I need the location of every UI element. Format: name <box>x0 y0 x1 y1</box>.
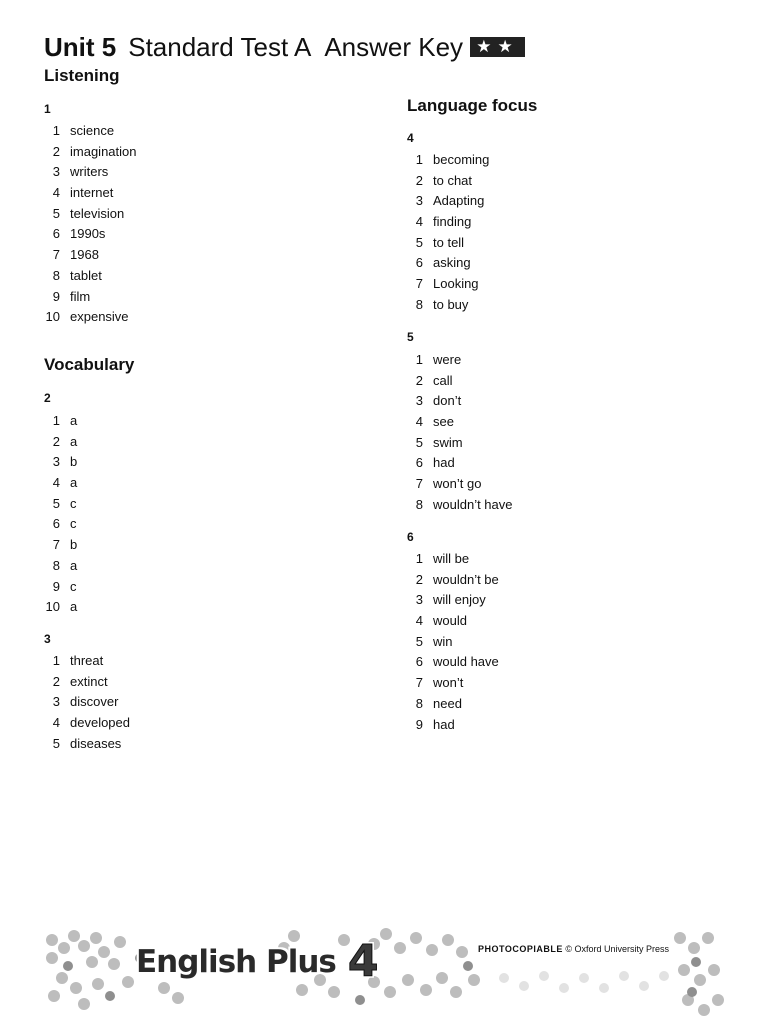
answer-item <box>407 549 499 570</box>
answer-text: b <box>70 454 78 470</box>
answer-number: 4 <box>415 414 423 430</box>
answer-item <box>44 266 137 287</box>
answer-item <box>407 570 499 591</box>
answer-item <box>407 715 499 736</box>
answer-number: 4 <box>415 214 423 230</box>
answer-item <box>44 597 77 618</box>
answer-item <box>44 473 77 494</box>
answer-number: 5 <box>52 205 60 221</box>
answer-text: will be <box>433 551 470 566</box>
difficulty-stars: ★★ <box>470 37 524 57</box>
answer-item <box>407 150 489 171</box>
answer-number: 8 <box>415 296 423 312</box>
answer-number: 5 <box>415 234 423 250</box>
answer-number: 4 <box>52 715 60 731</box>
answer-text: 1968 <box>70 247 99 263</box>
answer-item <box>407 391 513 412</box>
answer-text: won’t go <box>433 476 482 492</box>
answer-text: had <box>433 716 455 732</box>
answer-item <box>407 453 513 474</box>
answer-text: wouldn’t have <box>433 496 513 512</box>
answer-text: writers <box>70 164 109 180</box>
footer-banner <box>44 918 724 1018</box>
answer-number: 6 <box>52 226 60 242</box>
question-number: 6 <box>407 530 414 544</box>
answer-text: 1990s <box>70 226 106 242</box>
answer-text: expensive <box>70 309 129 325</box>
answer-item <box>407 295 489 316</box>
answer-number: 10 <box>45 309 60 325</box>
answer-text: a <box>70 557 78 573</box>
answer-list <box>407 549 499 735</box>
answer-item <box>44 577 77 598</box>
answer-number: 1 <box>415 152 423 167</box>
answer-text: to tell <box>433 234 465 250</box>
answer-item <box>44 204 137 225</box>
answer-item <box>407 253 489 274</box>
answer-number: 4 <box>52 475 60 491</box>
answer-item <box>44 494 77 515</box>
answer-item <box>407 212 489 233</box>
answer-number: 9 <box>52 288 60 304</box>
answer-text: c <box>70 495 77 511</box>
question-number: 2 <box>44 391 51 405</box>
answer-text: finding <box>433 214 472 230</box>
copyright-notice <box>478 944 669 954</box>
answer-number: 6 <box>52 516 60 532</box>
answer-text: Looking <box>433 276 479 292</box>
answer-text: win <box>433 633 453 649</box>
answer-number: 7 <box>52 537 60 553</box>
answer-text: threat <box>70 653 104 668</box>
answer-number: 9 <box>415 716 423 732</box>
answer-number: 3 <box>415 193 423 209</box>
answer-item <box>407 590 499 611</box>
answer-item <box>44 432 77 453</box>
answer-text: discover <box>70 694 119 710</box>
answer-text: television <box>70 205 125 221</box>
test-label: Standard Test A <box>128 32 312 62</box>
answer-item <box>407 233 489 254</box>
answer-number: 1 <box>415 551 423 566</box>
answer-number: 3 <box>52 694 60 710</box>
answer-text: a <box>70 475 78 491</box>
answer-number: 5 <box>52 495 60 511</box>
answer-text: c <box>70 516 77 532</box>
answer-item <box>44 535 77 556</box>
answer-list <box>44 651 130 754</box>
answer-text: internet <box>70 185 114 201</box>
section-listening: Listening <box>44 66 120 85</box>
answer-text: had <box>433 455 455 471</box>
answer-item <box>407 274 489 295</box>
section-vocabulary: Vocabulary <box>44 355 135 374</box>
answer-item <box>44 672 130 693</box>
answer-number: 3 <box>415 592 423 608</box>
question-number: 5 <box>407 330 414 344</box>
answer-list <box>407 150 489 316</box>
brand-logo <box>136 936 378 987</box>
answer-item <box>407 673 499 694</box>
answer-number: 6 <box>415 455 423 471</box>
answer-number: 7 <box>52 247 60 263</box>
answer-text: b <box>70 537 78 553</box>
answer-text: Adapting <box>433 193 485 209</box>
answer-text: would <box>433 613 467 629</box>
answer-number: 3 <box>52 454 60 470</box>
answer-number: 8 <box>52 267 60 283</box>
answer-text: to buy <box>433 296 469 312</box>
answer-number: 1 <box>52 653 60 668</box>
answer-number: 5 <box>52 735 60 751</box>
answer-item <box>407 350 513 371</box>
answer-number: 7 <box>415 476 423 492</box>
answer-item <box>44 121 137 142</box>
answer-number: 3 <box>415 393 423 409</box>
answer-number: 1 <box>52 413 60 428</box>
answer-number: 2 <box>52 433 60 449</box>
answer-number: 2 <box>52 143 60 159</box>
answer-text: call <box>433 372 453 388</box>
answer-item <box>407 412 513 433</box>
answer-text: a <box>70 599 78 615</box>
answer-item <box>407 652 499 673</box>
answer-item <box>407 371 513 392</box>
answer-item <box>44 692 130 713</box>
answer-item <box>44 307 137 328</box>
answer-item <box>407 632 499 653</box>
answer-item <box>44 142 137 163</box>
answer-text: need <box>433 695 462 711</box>
answer-number: 5 <box>415 434 423 450</box>
answer-item <box>407 611 499 632</box>
answer-item <box>407 495 513 516</box>
answer-number: 10 <box>45 599 60 615</box>
answer-text: a <box>70 433 78 449</box>
answer-text: a <box>70 413 78 428</box>
answer-number: 2 <box>52 673 60 689</box>
answer-text: wouldn’t be <box>433 571 499 587</box>
answer-text: swim <box>433 434 463 450</box>
copyright-text: © Oxford University Press <box>565 944 670 954</box>
page-title <box>44 31 525 63</box>
answer-number: 8 <box>415 496 423 512</box>
answer-list <box>44 411 77 618</box>
answer-text: don’t <box>433 393 462 409</box>
answer-text: were <box>433 352 462 367</box>
question-number: 3 <box>44 632 51 646</box>
answer-text: science <box>70 123 115 138</box>
answer-text: to chat <box>433 172 473 188</box>
answer-item <box>44 162 137 183</box>
answer-item <box>44 514 77 535</box>
answer-item <box>44 411 77 432</box>
answer-text: won’t <box>433 675 464 691</box>
answer-list <box>407 350 513 516</box>
answer-number: 1 <box>415 352 423 367</box>
question-number: 4 <box>407 131 414 145</box>
answer-number: 7 <box>415 675 423 691</box>
answer-number: 2 <box>415 172 423 188</box>
answer-item <box>44 734 130 755</box>
answer-item <box>407 171 489 192</box>
answer-item <box>44 245 137 266</box>
answer-item <box>407 474 513 495</box>
answer-item <box>44 287 137 308</box>
answer-text: developed <box>70 715 130 731</box>
answer-text: will enjoy <box>433 592 486 608</box>
answer-number: 8 <box>52 557 60 573</box>
answer-item <box>407 191 489 212</box>
answer-item <box>44 713 130 734</box>
answer-text: extinct <box>70 673 108 689</box>
answer-number: 8 <box>415 695 423 711</box>
section-language-focus: Language focus <box>407 96 538 115</box>
brand-name: English Plus <box>136 944 336 980</box>
answer-item <box>407 433 513 454</box>
answer-item <box>407 694 499 715</box>
answer-item <box>44 651 130 672</box>
answer-text: imagination <box>70 143 137 159</box>
answer-number: 2 <box>415 571 423 587</box>
answer-text: tablet <box>70 267 102 283</box>
answer-text: asking <box>433 255 471 271</box>
answer-item <box>44 183 137 204</box>
answer-number: 4 <box>415 613 423 629</box>
answer-number: 9 <box>52 578 60 594</box>
brand-level: 4 <box>347 936 378 987</box>
answer-item <box>44 224 137 245</box>
answer-text: would have <box>433 654 499 670</box>
answer-text: becoming <box>433 152 490 167</box>
answer-key-label: Answer Key <box>324 32 464 62</box>
answer-list <box>44 121 137 328</box>
answer-text: see <box>433 414 454 430</box>
photocopiable-label: PHOTOCOPIABLE <box>478 944 563 954</box>
answer-number: 1 <box>52 123 60 138</box>
answer-number: 3 <box>52 164 60 180</box>
question-number: 1 <box>44 102 51 116</box>
answer-number: 4 <box>52 185 60 201</box>
answer-item <box>44 452 77 473</box>
answer-number: 6 <box>415 255 423 271</box>
answer-number: 6 <box>415 654 423 670</box>
answer-item <box>44 556 77 577</box>
answer-text: diseases <box>70 735 122 751</box>
answer-text: c <box>70 578 77 594</box>
answer-number: 5 <box>415 633 423 649</box>
answer-number: 7 <box>415 276 423 292</box>
unit-label: Unit 5 <box>44 32 117 62</box>
answer-number: 2 <box>415 372 423 388</box>
answer-text: film <box>70 288 91 304</box>
